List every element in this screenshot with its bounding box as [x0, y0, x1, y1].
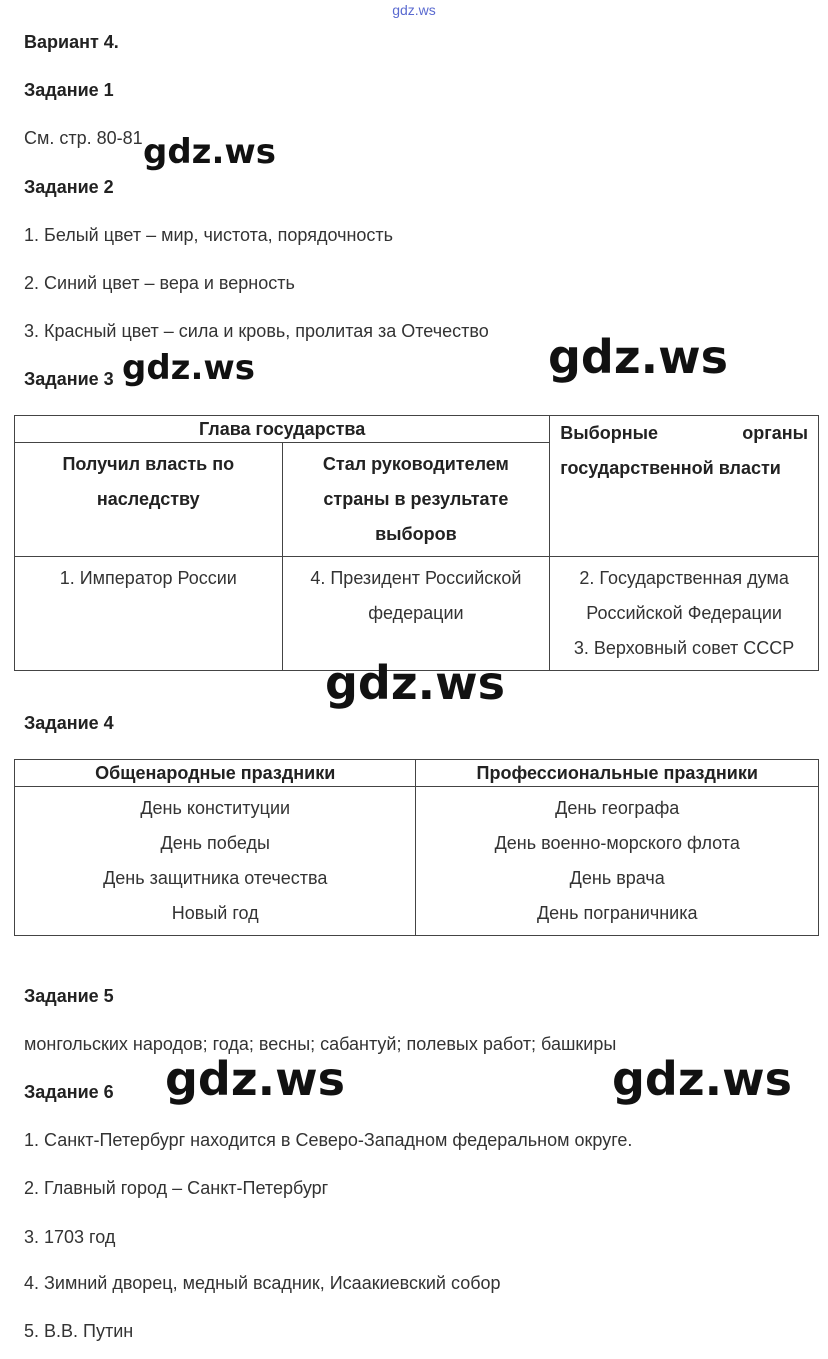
table-cell-line: День пограничника	[536, 903, 698, 923]
table-cell-line: День географа	[555, 798, 680, 818]
task2-title: Задание 2	[24, 177, 114, 197]
table-cell	[15, 557, 283, 671]
table-header: Глава государства	[15, 416, 550, 443]
table-cell-line: 4. Президент Российской	[310, 568, 522, 588]
table-cell-line: День победы	[160, 833, 270, 853]
table-cell-line: День конституции	[140, 798, 291, 818]
table-header-word: органы	[742, 423, 808, 443]
task6-item: 1. Санкт-Петербург находится в Северо-Западном федеральном округе.	[24, 1130, 633, 1150]
table-cell-line: День врача	[569, 868, 665, 888]
task5-text: монгольских народов; года; весны; сабантуй; полевых работ; башкиры	[24, 1034, 617, 1054]
task3-title: Задание 3	[24, 369, 114, 389]
table-cell-line: Получил власть по	[62, 454, 235, 474]
watermark: gdz.ws	[612, 1052, 792, 1106]
table-cell-line: наследству	[96, 489, 200, 509]
table-subheader	[282, 443, 550, 557]
task2-item: 2. Синий цвет – вера и верность	[24, 273, 295, 293]
table-cell-line: федерации	[368, 603, 464, 623]
table-header: Общенародные праздники	[15, 760, 416, 787]
table-cell	[416, 787, 819, 936]
task6-item: 3. 1703 год	[24, 1227, 116, 1247]
table-header	[550, 416, 819, 557]
task6-item: 5. В.В. Путин	[24, 1321, 134, 1341]
task3-table	[14, 415, 819, 671]
variant-title: Вариант 4.	[24, 32, 119, 52]
watermark: gdz.ws	[165, 1052, 345, 1106]
table-cell-line: Российской Федерации	[586, 603, 782, 623]
table-cell-line: День защитника отечества	[103, 868, 328, 888]
task4-table	[14, 759, 819, 936]
table-cell-line: страны в результате	[323, 489, 509, 509]
task6-title: Задание 6	[24, 1082, 114, 1102]
table-header-line: государственной власти	[560, 458, 781, 478]
task4-title: Задание 4	[24, 713, 114, 733]
task6-item: 4. Зимний дворец, медный всадник, Исаакиевский собор	[24, 1273, 501, 1293]
task5-title: Задание 5	[24, 986, 114, 1006]
table-cell-line: 3. Верховный совет СССР	[573, 638, 795, 658]
table-cell-line: Новый год	[171, 903, 259, 923]
table-cell-line: Стал руководителем	[322, 454, 509, 474]
table-cell-line: День военно-морского флота	[494, 833, 740, 853]
table-cell-line: выборов	[375, 524, 457, 544]
site-header-link[interactable]: gdz.ws	[392, 2, 436, 18]
table-cell	[550, 557, 819, 671]
table-subheader	[15, 443, 283, 557]
task2-item: 1. Белый цвет – мир, чистота, порядочность	[24, 225, 394, 245]
watermark: gdz.ws	[548, 330, 728, 384]
task1-title: Задание 1	[24, 80, 114, 100]
table-header: Профессиональные праздники	[416, 760, 819, 787]
table-cell	[15, 787, 416, 936]
watermark: gdz.ws	[143, 132, 277, 172]
table-cell-line: 2. Государственная дума	[579, 568, 789, 588]
table-cell	[282, 557, 550, 671]
task2-item: 3. Красный цвет – сила и кровь, пролитая за Отечество	[24, 321, 489, 341]
table-cell-line: 1. Император России	[59, 568, 237, 588]
task1-text: См. стр. 80-81	[24, 128, 143, 148]
watermark: gdz.ws	[122, 348, 256, 388]
watermark: gdz.ws	[325, 656, 505, 710]
table-header-word: Выборные	[560, 423, 658, 443]
task6-item: 2. Главный город – Санкт-Петербург	[24, 1178, 329, 1198]
